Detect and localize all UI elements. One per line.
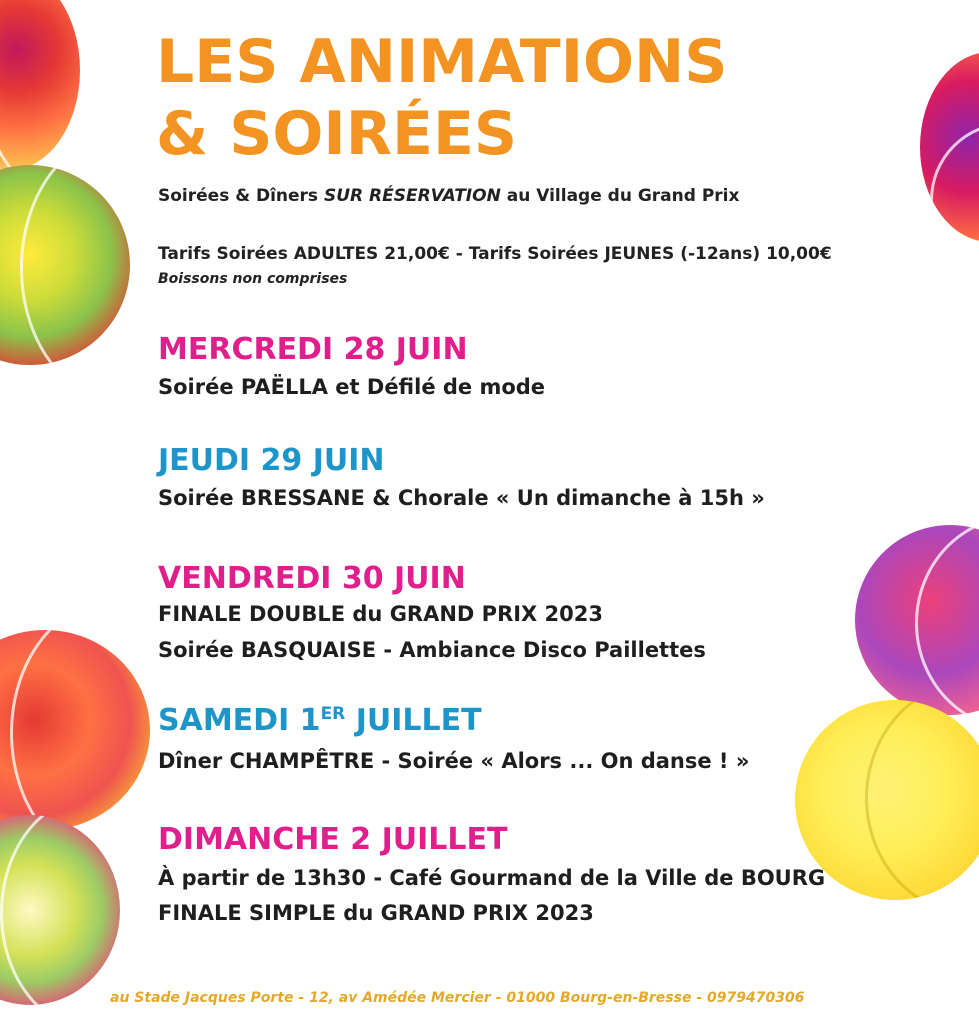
event-day-friday: VENDREDI 30 JUIN [158, 561, 466, 596]
tennis-ball-red-decoration [0, 630, 150, 830]
tennis-ball-orange-decoration [0, 0, 80, 170]
subtitle-emphasis: SUR RÉSERVATION [323, 186, 501, 206]
tennis-ball-green-decoration [0, 165, 130, 365]
event-line: FINALE DOUBLE du GRAND PRIX 2023 [158, 602, 603, 626]
event-day-saturday-prefix: SAMEDI 1 [158, 703, 321, 738]
event-line: FINALE SIMPLE du GRAND PRIX 2023 [158, 901, 594, 925]
event-line: À partir de 13h30 - Café Gourmand de la Ville de BOURG [158, 866, 826, 890]
event-line: Soirée BASQUAISE - Ambiance Disco Paillettes [158, 638, 706, 662]
event-day-wednesday: MERCREDI 28 JUIN [158, 332, 468, 367]
event-day-saturday [158, 703, 482, 739]
event-line: Soirée BRESSANE & Chorale « Un dimanche à 15h » [158, 486, 765, 510]
event-line: Soirée PAËLLA et Défilé de mode [158, 375, 546, 399]
page-title-line-1: LES ANIMATIONS [156, 27, 728, 97]
tennis-ball-lime-decoration [0, 815, 120, 1005]
footer-address: au Stade Jacques Porte - 12, av Amédée Mercier - 01000 Bourg-en-Bresse - 0979470306 [110, 990, 805, 1006]
price-info: Tarifs Soirées ADULTES 21,00€ - Tarifs Soirées JEUNES (-12ans) 10,00€ [158, 244, 832, 264]
event-day-thursday: JEUDI 29 JUIN [158, 443, 385, 478]
tennis-ball-pink-decoration [855, 525, 979, 715]
subtitle-before: Soirées & Dîners [158, 186, 324, 206]
event-line: Dîner CHAMPÊTRE - Soirée « Alors ... On danse ! » [158, 749, 750, 773]
event-day-sunday: DIMANCHE 2 JUILLET [158, 822, 508, 857]
event-day-saturday-suffix: JUILLET [345, 703, 482, 738]
subtitle-after: au Village du Grand Prix [500, 186, 740, 206]
subtitle [158, 186, 739, 206]
page-title-line-2: & SOIRÉES [156, 99, 518, 169]
tennis-ball-purple-decoration [920, 52, 979, 242]
event-day-saturday-sup: ER [320, 704, 346, 724]
drinks-note: Boissons non comprises [158, 271, 348, 287]
